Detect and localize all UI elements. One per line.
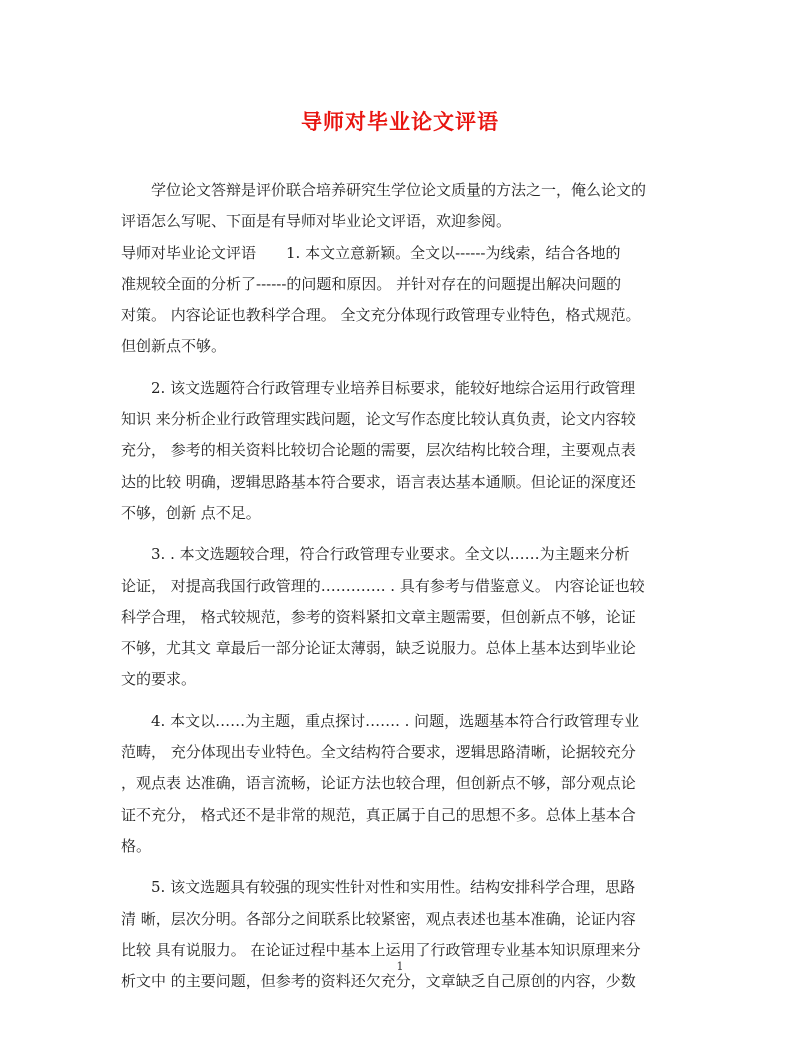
text-line: 2. 该文选题符合行政管理专业培养目标要求，能较好地综合运用行政管理 [121,378,636,397]
text-line: 导师对毕业论文评语 1. 本文立意新颖。全文以------为线索，结合各地的 [121,243,621,262]
text-line: 文的要求。 [121,670,197,689]
text-line: 准规较全面的分析了------的问题和原因。 并针对存在的问题提出解决问题的 [121,274,622,293]
text-line: 清 晰，层次分明。各部分之间联系比较紧密，观点表述也基本准确，论证内容 [121,909,636,928]
paragraph-gap [121,862,681,872]
text-line: 3. . 本文选题较合理，符合行政管理专业要求。全文以……为主题来分析 [121,545,630,564]
paragraph-gap [121,363,681,373]
text-line: 充分， 参考的相关资料比较切合论题的需要，层次结构比较合理，主要观点表 [121,441,636,460]
text-line: ，观点表 达准确，语言流畅，论证方法也较合理，但创新点不够，部分观点论 [121,774,636,793]
document-body [121,175,681,997]
text-line: 不够，尤其文 章最后一部分论证太薄弱，缺乏说服力。总体上基本达到毕业论 [121,639,636,658]
document-title: 导师对毕业论文评语 [301,109,499,134]
text-line: 对策。 内容论证也教科学合理。 全文充分体现行政管理专业特色，格式规范。 [121,306,641,325]
text-line: 不够，创新 点不足。 [121,503,261,522]
text-line: 但创新点不够。 [121,337,227,356]
text-line: 4. 本文以……为主题，重点探讨……. . 问题，选题基本符合行政管理专业 [121,711,640,730]
text-line: 知识 来分析企业行政管理实践问题，论文写作态度比较认真负责，论文内容较 [121,410,636,429]
page-number: 1 [396,960,404,973]
text-line: 论证， 对提高我国行政管理的…………. . 具有参考与借鉴意义。 内容论证也较 [121,576,645,595]
text-line: 析文中 的主要问题，但参考的资料还欠充分，文章缺乏自己原创的内容，少数 [121,972,636,991]
paragraph-gap [121,696,681,706]
text-line: 5. 该文选题具有较强的现实性针对性和实用性。结构安排科学合理，思路 [121,878,636,897]
text-line: 范畴， 充分体现出专业特色。全文结构符合要求，逻辑思路清晰，论据较充分 [121,743,636,762]
paragraph-gap [121,529,681,539]
text-line: 比较 具有说服力。 在论证过程中基本上运用了行政管理专业基本知识原理来分 [121,940,641,959]
text-line: 学位论文答辩是评价联合培养研究生学位论文质量的方法之一，俺么论文的 [121,181,647,199]
text-line: 格。 [121,836,152,855]
text-line: 达的比较 明确，逻辑思路基本符合要求，语言表达基本通顺。但论证的深度还 [121,472,636,491]
text-line: 科学合理， 格式较规范，参考的资料紧扣文章主题需要，但创新点不够，论证 [121,607,636,626]
text-line: 证不充分， 格式还不是非常的规范，真正属于自己的思想不多。总体上基本合 [121,805,636,824]
text-line: 评语怎么写呢、下面是有导师对毕业论文评语，欢迎参阅。 [121,212,512,231]
